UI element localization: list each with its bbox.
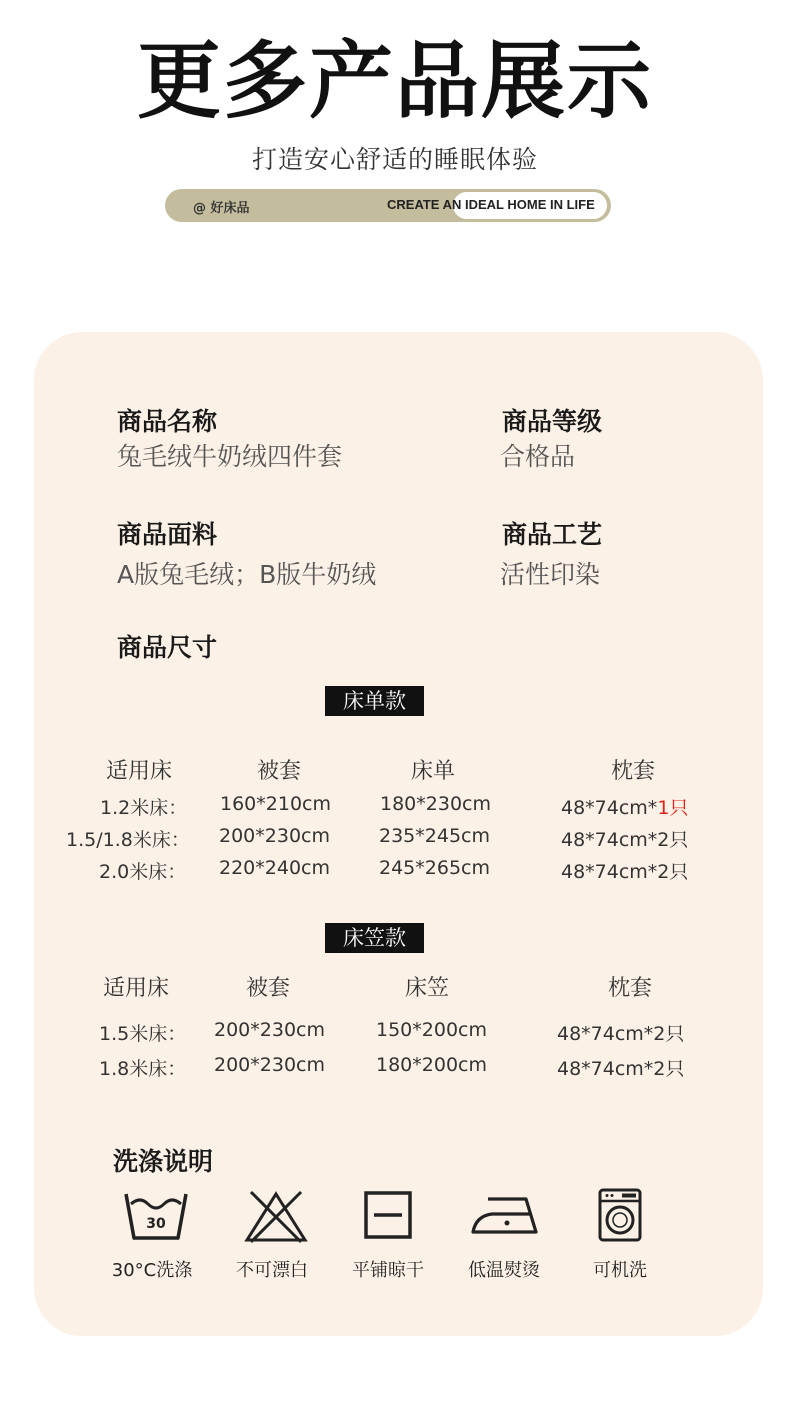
name-value: 兔毛绒牛奶绒四件套 xyxy=(117,442,343,471)
table-row-cell: 245*265cm xyxy=(379,857,490,879)
care-label-flat-dry: 平铺晾干 xyxy=(352,1260,424,1281)
table-row-cell: 48*74cm*2只 xyxy=(557,1058,685,1080)
table-row-cell: 180*200cm xyxy=(376,1054,487,1076)
table-row-cell: 1.8米床： xyxy=(99,1058,187,1080)
wash-30-icon xyxy=(124,1190,188,1244)
fitted-sheet-tag: 床笠款 xyxy=(325,923,424,953)
care-label-low-iron: 低温熨烫 xyxy=(468,1260,540,1281)
table-row-cell: 180*230cm xyxy=(380,793,491,815)
table-row-cell: 1.5米床： xyxy=(99,1023,187,1045)
table-row-cell: 48*74cm*2只 xyxy=(561,861,689,883)
fabric-label: 商品面料 xyxy=(117,520,218,549)
washing-machine-icon xyxy=(598,1188,642,1242)
table-row-cell: 48*74cm*2只 xyxy=(561,829,689,851)
slogan-bar xyxy=(165,189,611,222)
table-row-cell: 200*230cm xyxy=(214,1019,325,1041)
size-label: 商品尺寸 xyxy=(117,633,218,662)
flat-header-bed: 适用床 xyxy=(106,759,173,784)
care-title: 洗涤说明 xyxy=(113,1147,214,1176)
table-row-cell: 2.0米床： xyxy=(99,861,187,883)
table-row-cell: 48*74cm*2只 xyxy=(557,1023,685,1045)
fitted-header-fitted: 床笠 xyxy=(405,976,450,1001)
table-row-cell: 200*230cm xyxy=(214,1054,325,1076)
care-label-wash: 30°C洗涤 xyxy=(111,1260,193,1281)
care-label-no-bleach: 不可漂白 xyxy=(236,1260,308,1281)
care-label-machine-wash: 可机洗 xyxy=(593,1260,647,1281)
flat-header-sheet: 床单 xyxy=(411,759,456,784)
fitted-header-pillow: 枕套 xyxy=(608,976,653,1001)
no-bleach-icon xyxy=(243,1190,309,1244)
table-row-cell: 1.5/1.8米床： xyxy=(66,829,190,851)
slogan-text: CREATE AN IDEAL HOME IN LIFE xyxy=(387,197,595,212)
name-label: 商品名称 xyxy=(117,407,218,436)
flat-header-duvet: 被套 xyxy=(257,759,302,784)
page-title: 更多产品展示 xyxy=(136,32,653,130)
page-subtitle: 打造安心舒适的睡眠体验 xyxy=(251,145,538,174)
table-row-cell: 235*245cm xyxy=(379,825,490,847)
flat-header-pillow: 枕套 xyxy=(611,759,656,784)
grade-value: 合格品 xyxy=(500,442,576,471)
grade-label: 商品等级 xyxy=(502,407,603,436)
table-row-cell: 160*210cm xyxy=(220,793,331,815)
flat-dry-icon xyxy=(363,1190,413,1240)
pillow-size: 48*74cm* xyxy=(561,797,658,819)
table-row-cell xyxy=(561,793,688,820)
flat-sheet-tag: 床单款 xyxy=(325,686,424,716)
low-iron-icon xyxy=(470,1196,540,1236)
table-row-cell: 220*240cm xyxy=(219,857,330,879)
fitted-header-bed: 适用床 xyxy=(103,976,170,1001)
wash-temp-text: 30 xyxy=(146,1216,166,1232)
table-row-cell: 1.2米床： xyxy=(100,797,188,819)
pillow-count-highlight: 1只 xyxy=(657,797,689,819)
brand-tag: @ 好床品 xyxy=(193,201,250,216)
table-row-cell: 150*200cm xyxy=(376,1019,487,1041)
craft-value: 活性印染 xyxy=(500,560,601,589)
table-row-cell: 200*230cm xyxy=(219,825,330,847)
fitted-header-duvet: 被套 xyxy=(246,976,291,1001)
fabric-value: A版兔毛绒；B版牛奶绒 xyxy=(117,560,377,589)
craft-label: 商品工艺 xyxy=(502,520,603,549)
